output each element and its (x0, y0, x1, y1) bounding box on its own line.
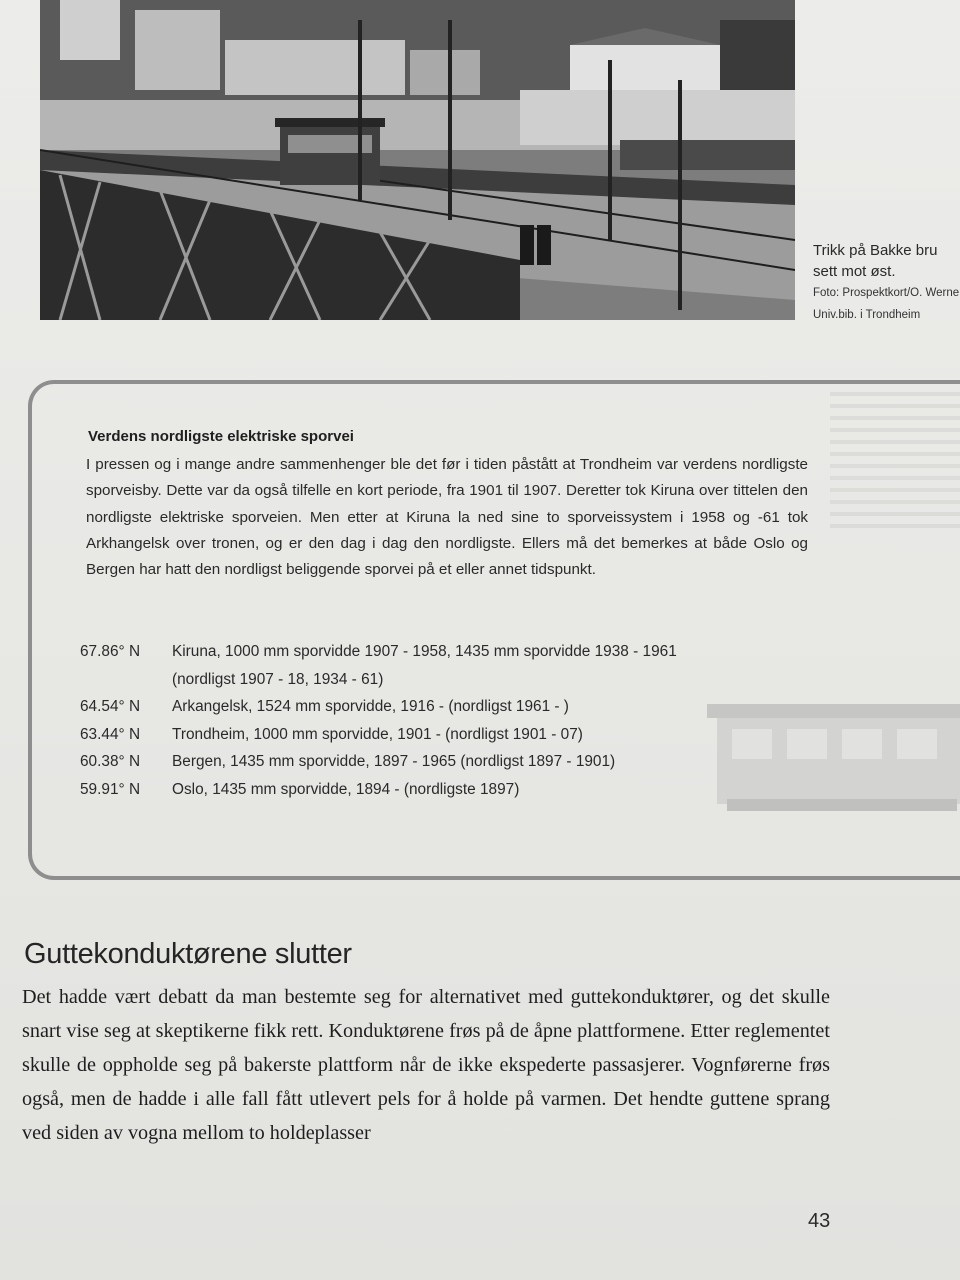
city-description: Oslo, 1435 mm sporvidde, 1894 - (nordligste 1897) (172, 780, 520, 798)
caption-credit-1: Foto: Prospektkort/O. Werne (813, 287, 960, 299)
fact-box (28, 380, 960, 880)
city-description: Trondheim, 1000 mm sporvidde, 1901 - (nordligst 1901 - 07) (172, 725, 583, 743)
photo-caption (813, 240, 960, 326)
table-row (80, 638, 677, 666)
latitude-value: 67.86° N (80, 643, 141, 660)
caption-line-1: Trikk på Bakke bru (813, 242, 938, 259)
table-row (80, 666, 677, 694)
city-description: Arkangelsk, 1524 mm sporvidde, 1916 - (nordligst 1961 - ) (172, 698, 569, 716)
factbox-body: I pressen og i mange andre sammenhenger ble det før i tiden påstått at Trondheim var verdens nordligste sporveisby. Dette var da også tilfelle en kort periode, fra 1901 til 1907. Deretter tok Kiruna over tittelen den nordligste elektriske sporveien. Men etter at Kiruna la ned sine to sporveissystem i 1958 og -61 tok Arkhangelsk over tronen, og er den dag i dag den nordligste. Ellers må det bemerkes at både Oslo og Bergen har hatt den nordligst beliggende sporvei på et eller annet tidspunkt. (86, 456, 808, 579)
section-body-text: Det hadde vært debatt da man bestemte seg for alternativet med guttekonduktører, og det skulle snart vise seg at skeptikerne fikk rett. Konduktørene frøs på de åpne plattformene. Etter reglementet skulle de oppholde seg på bakerste plattform når de ikke ekspederte passasjerer. Vognførerne frøs også, men de hadde i alle fall fått utlevert pels for å holde på varmen. Det hendte guttene sprang ved siden av vogna mellom to holdeplasser (22, 986, 830, 1144)
caption-credit-2: Univ.bib. i Trondheim (813, 309, 921, 321)
latitude-table (80, 638, 677, 804)
latitude-value: 63.44° N (80, 725, 141, 743)
latitude-value: 60.38° N (80, 753, 141, 771)
page-number: 43 (808, 1210, 831, 1232)
caption-line-2: sett mot øst. (813, 263, 896, 280)
table-row (80, 776, 677, 804)
latitude-value: 59.91° N (80, 780, 141, 798)
city-description: Kiruna, 1000 mm sporvidde 1907 - 1958, 1435 mm sporvidde 1938 - 1961 (172, 643, 677, 660)
section-heading: Guttekonduktørene slutter (24, 938, 352, 970)
latitude-value: 64.54° N (80, 698, 141, 716)
city-description: Bergen, 1435 mm sporvidde, 1897 - 1965 (nordligst 1897 - 1901) (172, 753, 616, 771)
factbox-title: Verdens nordligste elektriske sporvei (88, 428, 354, 445)
historic-tram-photo (40, 0, 795, 320)
table-row (80, 693, 677, 721)
table-row (80, 748, 677, 776)
latitude-value (80, 666, 172, 694)
faded-tram-illustration (707, 694, 960, 824)
city-description: (nordligst 1907 - 18, 1934 - 61) (172, 670, 384, 688)
photo-illustration (40, 0, 795, 320)
table-row (80, 721, 677, 749)
